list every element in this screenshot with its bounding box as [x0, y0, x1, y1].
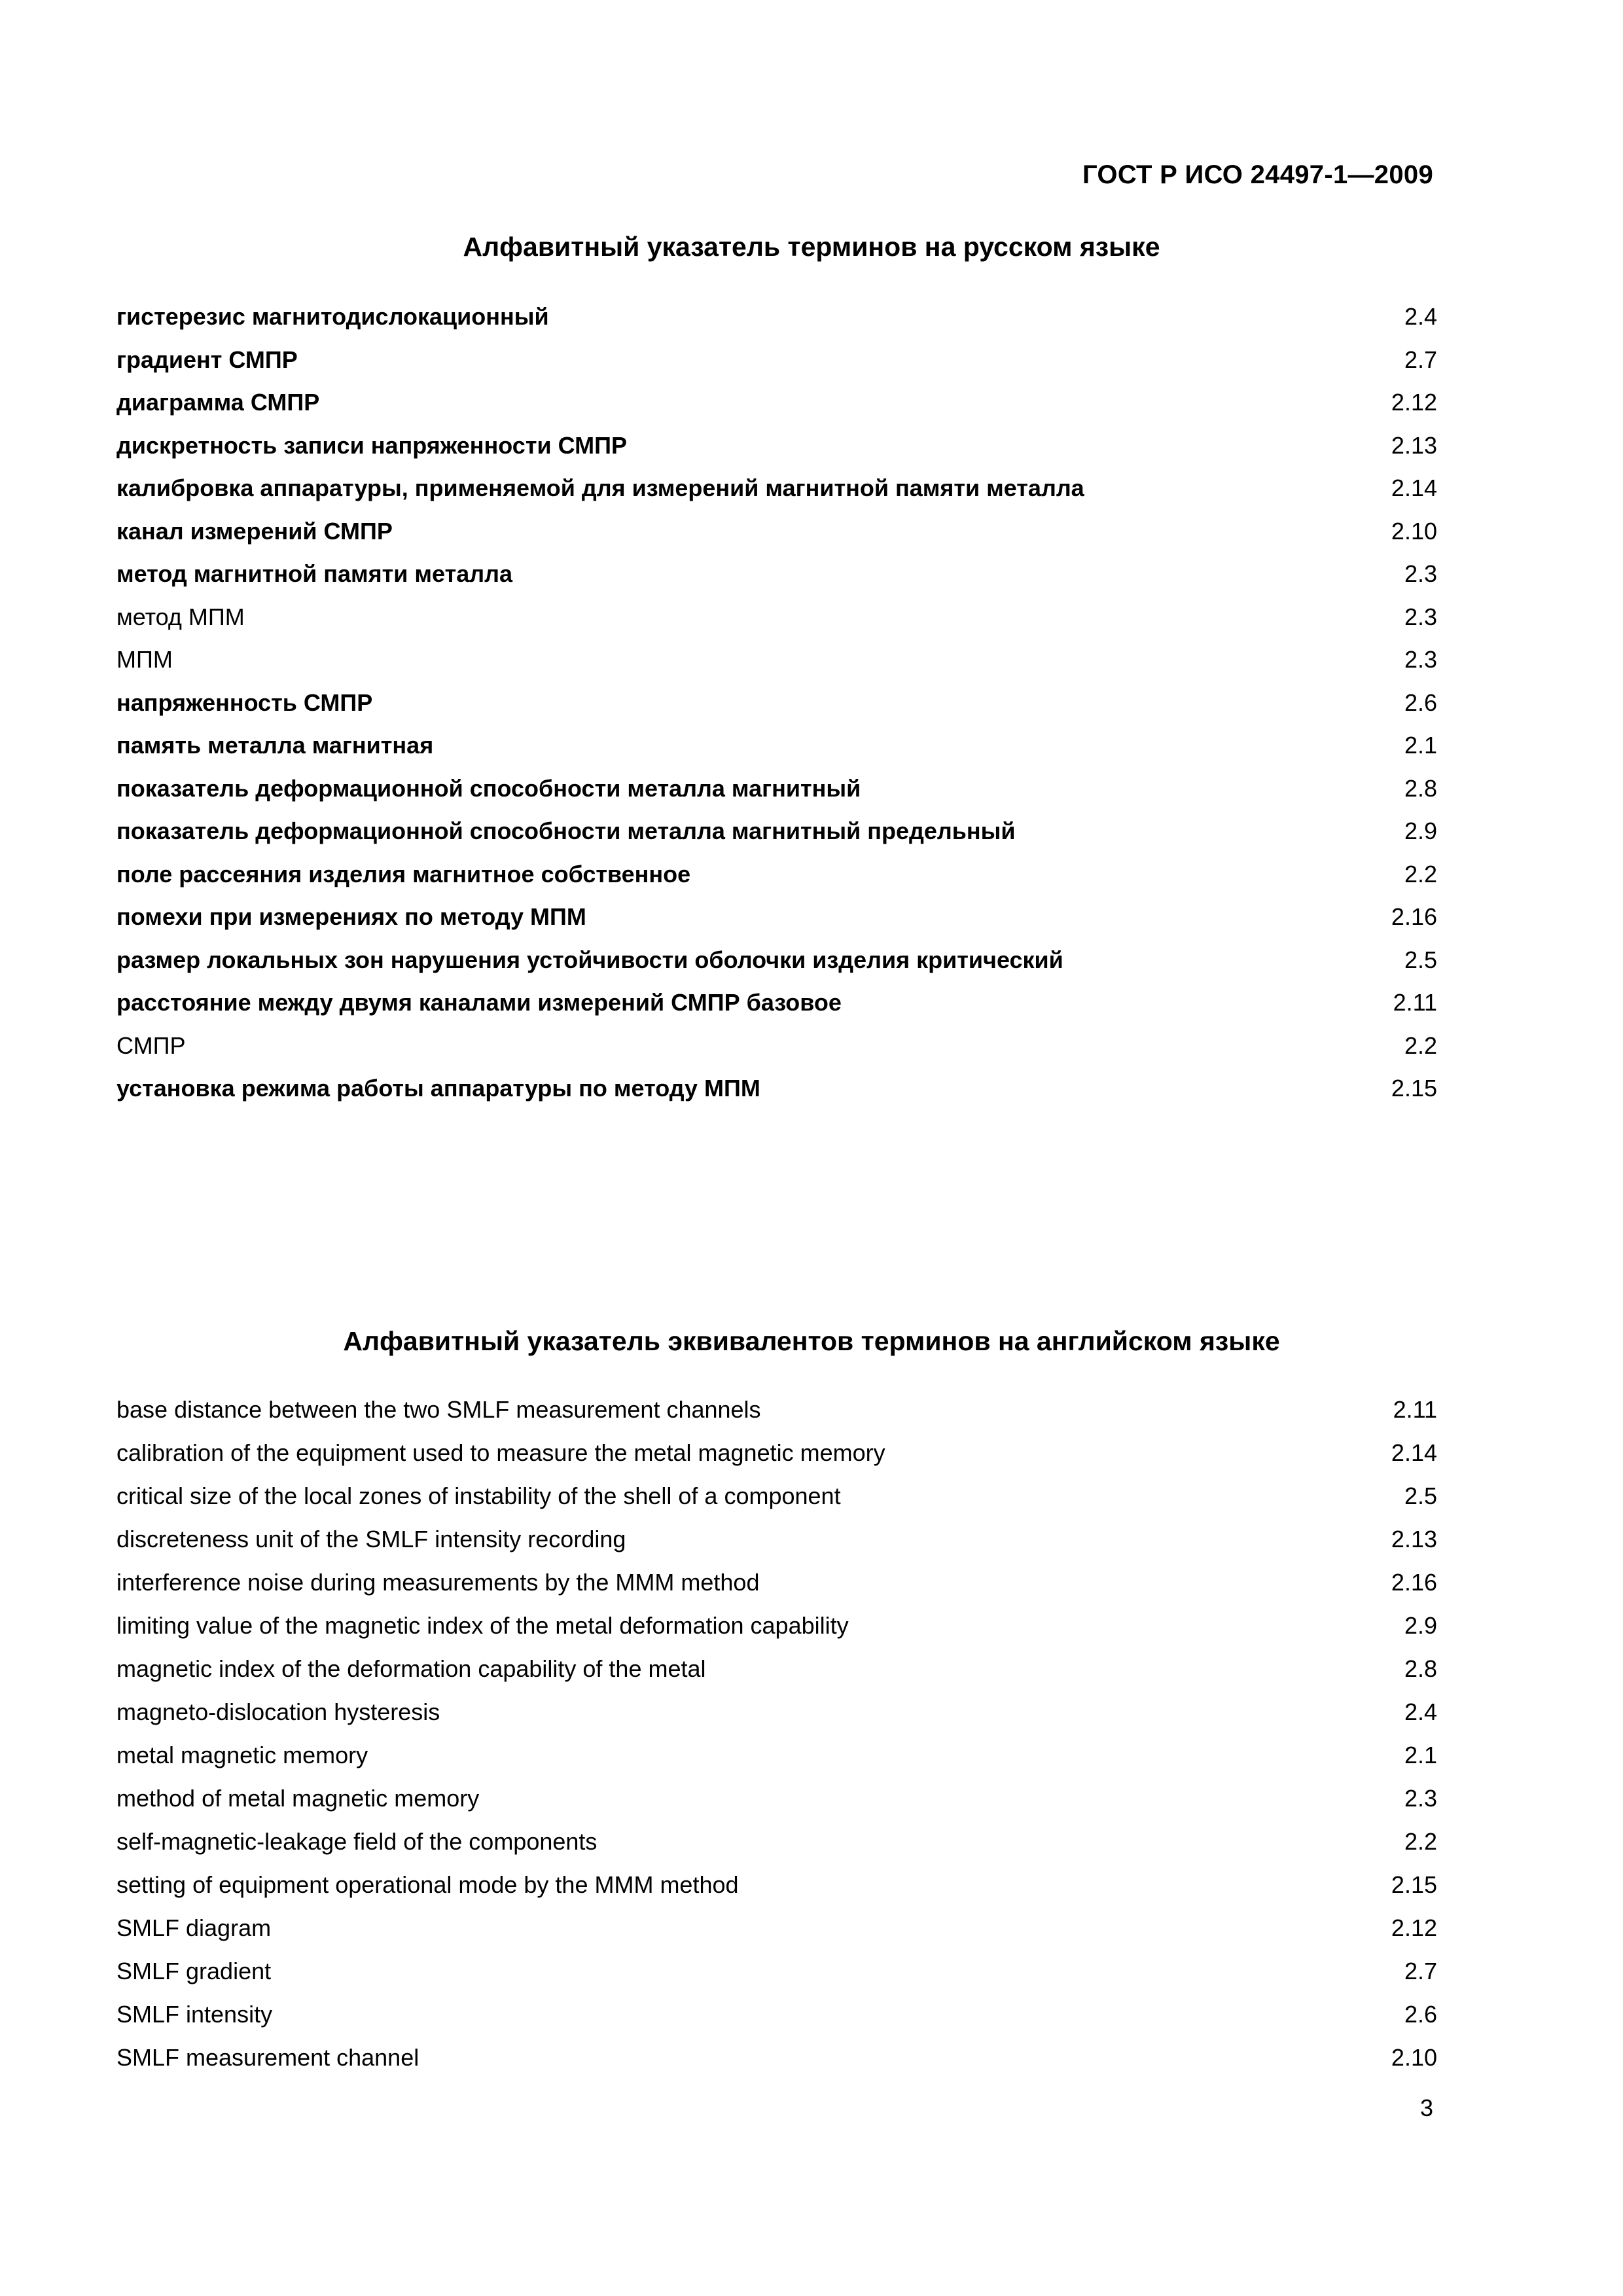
index-entry-term: диаграмма СМПР	[116, 389, 320, 416]
index-entry	[116, 1030, 1437, 1073]
index-entry-ref: 2.11	[1393, 1396, 1437, 1423]
index-entry	[116, 558, 1437, 601]
index-entry-ref: 2.16	[1391, 1569, 1437, 1596]
index-entry	[116, 1740, 1437, 1783]
index-entry	[116, 301, 1437, 344]
index-entry	[116, 1869, 1437, 1912]
index-entry	[116, 1610, 1437, 1653]
index-entry	[116, 816, 1437, 859]
index-entry-term: градиент СМПР	[116, 346, 298, 373]
index-entry-term: SMLF diagram	[116, 1914, 272, 1941]
index-entry	[116, 859, 1437, 902]
index-entry-ref: 2.1	[1404, 1742, 1437, 1768]
index-entry-term: размер локальных зон нарушения устойчивости оболочки изделия критический	[116, 946, 1063, 973]
index-entry-ref: 2.1	[1404, 732, 1437, 759]
index-entry-ref: 2.13	[1391, 431, 1437, 459]
index-entry-ref: 2.6	[1404, 2001, 1437, 2028]
index-entry-ref: 2.8	[1404, 1655, 1437, 1682]
index-entry-ref: 2.3	[1404, 1785, 1437, 1812]
index-entry	[116, 387, 1437, 430]
index-entry	[116, 1073, 1437, 1116]
index-entry-ref: 2.5	[1404, 1482, 1437, 1509]
index-entry	[116, 987, 1437, 1030]
index-entry	[116, 1956, 1437, 1999]
index-entry-ref: 2.7	[1404, 1958, 1437, 1984]
index-entry-ref: 2.4	[1404, 303, 1437, 330]
index-entry-term: SMLF measurement channel	[116, 2044, 419, 2071]
index-entry-ref: 2.15	[1391, 1871, 1437, 1898]
index-entry-term: magneto-dislocation hysteresis	[116, 1698, 440, 1725]
index-entry-term: метод магнитной памяти металла	[116, 560, 513, 587]
index-entry-ref: 2.3	[1404, 560, 1437, 587]
index-entry-term: critical size of the local zones of instability of the shell of a component	[116, 1482, 841, 1509]
index-entry-ref: 2.16	[1391, 903, 1437, 930]
index-entry-term: показатель деформационной способности металла магнитный	[116, 774, 861, 802]
index-entry-ref: 2.15	[1391, 1075, 1437, 1102]
index-entry-term: установка режима работы аппаратуры по методу МПМ	[116, 1075, 760, 1102]
index-entry-ref: 2.4	[1404, 1698, 1437, 1725]
index-entry-term: дискретность записи напряженности СМПР	[116, 431, 627, 459]
index-entry-ref: 2.8	[1404, 774, 1437, 802]
index-entry-term: МПМ	[116, 646, 173, 673]
index-entry	[116, 516, 1437, 559]
index-entry	[116, 1999, 1437, 2042]
index-entry-term: SMLF gradient	[116, 1958, 272, 1984]
index-entry-term: metal magnetic memory	[116, 1742, 368, 1768]
index-entry-ref: 2.12	[1391, 1914, 1437, 1941]
index-entry-ref: 2.5	[1404, 946, 1437, 973]
index-entry	[116, 1524, 1437, 1567]
index-entry-term: калибровка аппаратуры, применяемой для измерений магнитной памяти металла	[116, 475, 1084, 501]
document-code: ГОСТ Р ИСО 24497-1—2009	[1082, 160, 1433, 189]
index-entry-term: память металла магнитная	[116, 732, 434, 759]
index-entry	[116, 730, 1437, 773]
index-entry-term: discreteness unit of the SMLF intensity recording	[116, 1526, 626, 1552]
index-entry-ref: 2.2	[1404, 1828, 1437, 1855]
index-entry-ref: 2.7	[1404, 346, 1437, 373]
index-entry	[116, 644, 1437, 687]
index-entry	[116, 687, 1437, 730]
index-entry	[116, 601, 1437, 645]
index-entry-ref: 2.2	[1404, 1031, 1437, 1059]
index-entry-term: СМПР	[116, 1031, 186, 1059]
index-entry-ref: 2.9	[1404, 817, 1437, 844]
index-entry-term: method of metal magnetic memory	[116, 1785, 480, 1812]
index-entry	[116, 2042, 1437, 2085]
index-entry-term: base distance between the two SMLF measurement channels	[116, 1396, 761, 1423]
index-entry-term: limiting value of the magnetic index of the metal deformation capability	[116, 1612, 849, 1639]
index-entry-term: SMLF intensity	[116, 2001, 273, 2028]
index-entry-ref: 2.6	[1404, 689, 1437, 716]
index-entry-term: показатель деформационной способности металла магнитный предельный	[116, 817, 1016, 844]
index-entry	[116, 773, 1437, 816]
index-entry	[116, 1912, 1437, 1956]
index-entry-ref: 2.10	[1391, 517, 1437, 545]
index-en-list	[116, 1394, 1437, 2085]
index-entry-term: напряженность СМПР	[116, 689, 373, 716]
index-entry	[116, 1480, 1437, 1524]
index-entry-ref: 2.12	[1391, 389, 1437, 416]
index-entry	[116, 901, 1437, 944]
index-entry-term: interference noise during measurements by the MMM method	[116, 1569, 760, 1596]
index-entry-term: setting of equipment operational mode by the MMM method	[116, 1871, 739, 1898]
index-entry	[116, 1567, 1437, 1610]
index-entry	[116, 1696, 1437, 1740]
index-entry-term: помехи при измерениях по методу МПМ	[116, 903, 586, 930]
index-ru-list	[116, 301, 1437, 1116]
index-entry-ref: 2.14	[1391, 475, 1437, 501]
index-entry-ref: 2.3	[1404, 603, 1437, 630]
index-entry-ref: 2.2	[1404, 860, 1437, 888]
index-entry	[116, 473, 1437, 516]
page-number: 3	[1419, 2094, 1433, 2121]
index-entry-ref: 2.10	[1391, 2044, 1437, 2071]
index-entry-ref: 2.14	[1391, 1439, 1437, 1466]
index-entry-term: calibration of the equipment used to measure the metal magnetic memory	[116, 1439, 885, 1466]
index-entry	[116, 1783, 1437, 1826]
index-en-title: Алфавитный указатель эквивалентов терминов на английском языке	[343, 1326, 1280, 1356]
index-entry-term: self-magnetic-leakage field of the components	[116, 1828, 597, 1855]
index-entry-term: magnetic index of the deformation capability of the metal	[116, 1655, 706, 1682]
index-entry	[116, 344, 1437, 387]
index-entry	[116, 1653, 1437, 1696]
index-entry-ref: 2.13	[1391, 1526, 1437, 1552]
index-entry	[116, 430, 1437, 473]
index-entry	[116, 944, 1437, 988]
index-entry	[116, 1826, 1437, 1869]
index-entry	[116, 1394, 1437, 1437]
index-entry	[116, 1437, 1437, 1480]
index-entry-term: гистерезис магнитодислокационный	[116, 303, 549, 330]
index-entry-term: поле рассеяния изделия магнитное собственное	[116, 860, 691, 888]
index-entry-ref: 2.11	[1393, 989, 1437, 1016]
index-ru-title: Алфавитный указатель терминов на русском языке	[463, 232, 1160, 262]
index-entry-ref: 2.3	[1404, 646, 1437, 673]
index-entry-ref: 2.9	[1404, 1612, 1437, 1639]
index-entry-term: метод МПМ	[116, 603, 245, 630]
index-entry-term: канал измерений СМПР	[116, 517, 393, 545]
index-entry-term: расстояние между двумя каналами измерений СМПР базовое	[116, 989, 842, 1016]
